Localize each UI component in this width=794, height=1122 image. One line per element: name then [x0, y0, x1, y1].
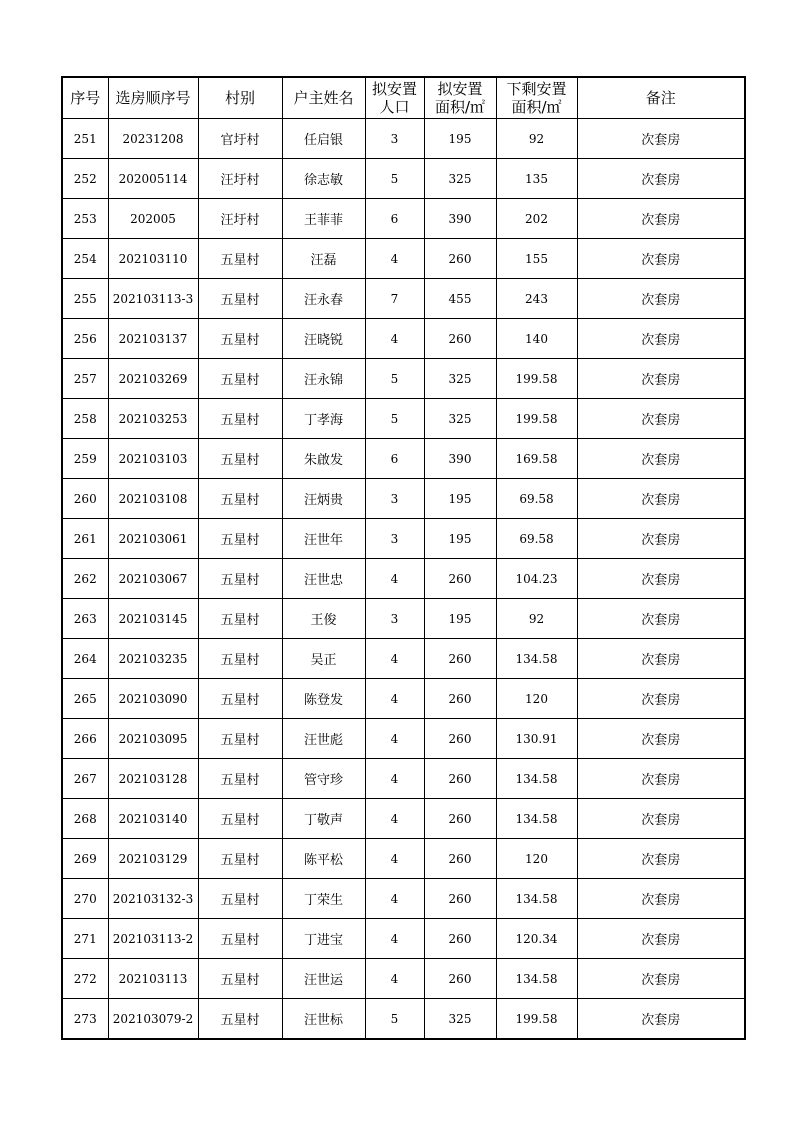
cell-seq: 252: [62, 159, 108, 199]
cell-order: 202103145: [108, 599, 198, 639]
cell-people: 3: [365, 519, 424, 559]
table-row: [62, 599, 745, 639]
cell-people: 5: [365, 159, 424, 199]
cell-seq: 272: [62, 959, 108, 999]
resettlement-table: [61, 76, 746, 1040]
cell-seq: 261: [62, 519, 108, 559]
cell-people: 4: [365, 719, 424, 759]
cell-people: 4: [365, 799, 424, 839]
cell-note: 次套房: [577, 159, 745, 199]
table-row: [62, 799, 745, 839]
cell-order: 202103128: [108, 759, 198, 799]
col-header-area-line1: 拟安置: [437, 80, 483, 98]
cell-area: 195: [424, 119, 496, 159]
cell-seq: 267: [62, 759, 108, 799]
cell-seq: 273: [62, 999, 108, 1040]
cell-order: 202005: [108, 199, 198, 239]
cell-people: 4: [365, 879, 424, 919]
cell-note: 次套房: [577, 319, 745, 359]
table-row: [62, 159, 745, 199]
cell-people: 4: [365, 919, 424, 959]
cell-area: 325: [424, 359, 496, 399]
cell-owner: 汪世运: [282, 959, 365, 999]
table-row: [62, 119, 745, 159]
cell-remain: 199.58: [496, 399, 577, 439]
cell-seq: 266: [62, 719, 108, 759]
cell-owner: 丁孝海: [282, 399, 365, 439]
col-header-village: 村别: [198, 77, 282, 119]
table-row: [62, 519, 745, 559]
cell-seq: 258: [62, 399, 108, 439]
cell-owner: 汪世彪: [282, 719, 365, 759]
table-row: [62, 199, 745, 239]
cell-village: 五星村: [198, 279, 282, 319]
cell-village: 五星村: [198, 479, 282, 519]
col-header-note: 备注: [577, 77, 745, 119]
cell-people: 4: [365, 239, 424, 279]
cell-note: 次套房: [577, 399, 745, 439]
cell-village: 五星村: [198, 519, 282, 559]
cell-village: 五星村: [198, 799, 282, 839]
cell-owner: 王俊: [282, 599, 365, 639]
cell-order: 202103132-3: [108, 879, 198, 919]
cell-people: 4: [365, 839, 424, 879]
cell-village: 五星村: [198, 719, 282, 759]
cell-village: 五星村: [198, 399, 282, 439]
cell-order: 202103140: [108, 799, 198, 839]
cell-note: 次套房: [577, 559, 745, 599]
col-header-seq: 序号: [62, 77, 108, 119]
cell-village: 官圩村: [198, 119, 282, 159]
cell-area: 260: [424, 919, 496, 959]
cell-owner: 汪晓锐: [282, 319, 365, 359]
cell-order: 202103235: [108, 639, 198, 679]
cell-people: 3: [365, 479, 424, 519]
cell-remain: 69.58: [496, 519, 577, 559]
cell-people: 6: [365, 199, 424, 239]
cell-order: 202103061: [108, 519, 198, 559]
cell-note: 次套房: [577, 279, 745, 319]
cell-village: 五星村: [198, 959, 282, 999]
table-row: [62, 319, 745, 359]
cell-order: 202103095: [108, 719, 198, 759]
cell-area: 195: [424, 479, 496, 519]
cell-order: 202103108: [108, 479, 198, 519]
cell-village: 五星村: [198, 639, 282, 679]
cell-owner: 管守珍: [282, 759, 365, 799]
cell-remain: 169.58: [496, 439, 577, 479]
cell-area: 195: [424, 519, 496, 559]
cell-owner: 陈平松: [282, 839, 365, 879]
cell-area: 260: [424, 679, 496, 719]
cell-remain: 134.58: [496, 639, 577, 679]
cell-remain: 140: [496, 319, 577, 359]
cell-people: 4: [365, 759, 424, 799]
table-row: [62, 439, 745, 479]
cell-village: 五星村: [198, 839, 282, 879]
table-row: [62, 839, 745, 879]
cell-note: 次套房: [577, 479, 745, 519]
col-header-people-line1: 拟安置: [371, 80, 417, 98]
cell-seq: 263: [62, 599, 108, 639]
cell-area: 260: [424, 719, 496, 759]
cell-area: 260: [424, 799, 496, 839]
table-row: [62, 639, 745, 679]
col-header-order: 选房顺序号: [108, 77, 198, 119]
cell-remain: 104.23: [496, 559, 577, 599]
cell-remain: 120: [496, 839, 577, 879]
cell-people: 4: [365, 679, 424, 719]
table-row: [62, 559, 745, 599]
cell-note: 次套房: [577, 359, 745, 399]
cell-seq: 260: [62, 479, 108, 519]
cell-area: 260: [424, 759, 496, 799]
cell-owner: 汪世标: [282, 999, 365, 1040]
cell-people: 5: [365, 999, 424, 1040]
cell-seq: 257: [62, 359, 108, 399]
cell-people: 3: [365, 119, 424, 159]
cell-order: 202005114: [108, 159, 198, 199]
cell-remain: 202: [496, 199, 577, 239]
cell-remain: 134.58: [496, 879, 577, 919]
cell-village: 五星村: [198, 679, 282, 719]
cell-area: 195: [424, 599, 496, 639]
cell-remain: 92: [496, 599, 577, 639]
cell-remain: 199.58: [496, 359, 577, 399]
header-row: [62, 77, 745, 119]
table-row: [62, 479, 745, 519]
table-row: [62, 759, 745, 799]
cell-people: 4: [365, 559, 424, 599]
cell-seq: 264: [62, 639, 108, 679]
cell-note: 次套房: [577, 919, 745, 959]
cell-village: 五星村: [198, 239, 282, 279]
cell-area: 325: [424, 399, 496, 439]
cell-owner: 朱啟发: [282, 439, 365, 479]
cell-order: 202103103: [108, 439, 198, 479]
col-header-area-line2: 面积/㎡: [434, 98, 486, 116]
cell-village: 五星村: [198, 359, 282, 399]
cell-owner: 汪永春: [282, 279, 365, 319]
cell-remain: 69.58: [496, 479, 577, 519]
cell-order: 202103067: [108, 559, 198, 599]
cell-owner: 汪世忠: [282, 559, 365, 599]
cell-village: 五星村: [198, 759, 282, 799]
cell-note: 次套房: [577, 639, 745, 679]
cell-note: 次套房: [577, 679, 745, 719]
table-row: [62, 679, 745, 719]
table-row: [62, 239, 745, 279]
cell-seq: 268: [62, 799, 108, 839]
cell-seq: 256: [62, 319, 108, 359]
cell-village: 汪圩村: [198, 159, 282, 199]
cell-remain: 134.58: [496, 959, 577, 999]
cell-area: 325: [424, 159, 496, 199]
cell-seq: 255: [62, 279, 108, 319]
cell-people: 3: [365, 599, 424, 639]
cell-seq: 254: [62, 239, 108, 279]
cell-village: 五星村: [198, 559, 282, 599]
cell-owner: 吴正: [282, 639, 365, 679]
cell-seq: 271: [62, 919, 108, 959]
table-row: [62, 359, 745, 399]
cell-remain: 155: [496, 239, 577, 279]
cell-area: 260: [424, 559, 496, 599]
cell-area: 260: [424, 639, 496, 679]
cell-owner: 徐志敏: [282, 159, 365, 199]
cell-remain: 243: [496, 279, 577, 319]
cell-seq: 265: [62, 679, 108, 719]
cell-area: 390: [424, 199, 496, 239]
cell-remain: 134.58: [496, 759, 577, 799]
cell-remain: 120: [496, 679, 577, 719]
col-header-remain-line1: 下剩安置: [506, 80, 567, 98]
cell-area: 325: [424, 999, 496, 1040]
cell-area: 260: [424, 879, 496, 919]
col-header-owner: 户主姓名: [282, 77, 365, 119]
cell-people: 4: [365, 639, 424, 679]
col-header-remain: [496, 77, 577, 119]
cell-order: 20231208: [108, 119, 198, 159]
cell-remain: 120.34: [496, 919, 577, 959]
cell-seq: 253: [62, 199, 108, 239]
cell-note: 次套房: [577, 959, 745, 999]
table-row: [62, 919, 745, 959]
cell-area: 390: [424, 439, 496, 479]
cell-order: 202103110: [108, 239, 198, 279]
cell-seq: 269: [62, 839, 108, 879]
cell-seq: 259: [62, 439, 108, 479]
cell-order: 202103129: [108, 839, 198, 879]
cell-remain: 199.58: [496, 999, 577, 1040]
col-header-people: [365, 77, 424, 119]
cell-village: 五星村: [198, 599, 282, 639]
table-row: [62, 999, 745, 1040]
cell-owner: 汪世年: [282, 519, 365, 559]
cell-order: 202103079-2: [108, 999, 198, 1040]
cell-owner: 丁荣生: [282, 879, 365, 919]
cell-note: 次套房: [577, 239, 745, 279]
cell-village: 五星村: [198, 879, 282, 919]
cell-note: 次套房: [577, 439, 745, 479]
cell-area: 260: [424, 839, 496, 879]
cell-owner: 丁进宝: [282, 919, 365, 959]
cell-note: 次套房: [577, 799, 745, 839]
col-header-people-line2: 人口: [379, 98, 410, 116]
cell-remain: 135: [496, 159, 577, 199]
cell-area: 455: [424, 279, 496, 319]
cell-order: 202103113-3: [108, 279, 198, 319]
cell-remain: 134.58: [496, 799, 577, 839]
cell-remain: 92: [496, 119, 577, 159]
cell-owner: 汪磊: [282, 239, 365, 279]
cell-owner: 任启银: [282, 119, 365, 159]
cell-village: 汪圩村: [198, 199, 282, 239]
cell-people: 5: [365, 359, 424, 399]
cell-seq: 262: [62, 559, 108, 599]
cell-note: 次套房: [577, 519, 745, 559]
table-row: [62, 879, 745, 919]
cell-order: 202103253: [108, 399, 198, 439]
cell-order: 202103113-2: [108, 919, 198, 959]
cell-note: 次套房: [577, 199, 745, 239]
table-row: [62, 959, 745, 999]
col-header-area: [424, 77, 496, 119]
cell-note: 次套房: [577, 719, 745, 759]
col-header-remain-line2: 面积/㎡: [511, 98, 562, 116]
cell-owner: 汪炳贵: [282, 479, 365, 519]
cell-village: 五星村: [198, 919, 282, 959]
cell-owner: 王菲菲: [282, 199, 365, 239]
cell-note: 次套房: [577, 839, 745, 879]
cell-area: 260: [424, 959, 496, 999]
cell-people: 4: [365, 319, 424, 359]
cell-owner: 陈登发: [282, 679, 365, 719]
cell-people: 7: [365, 279, 424, 319]
table-row: [62, 399, 745, 439]
cell-village: 五星村: [198, 439, 282, 479]
cell-seq: 270: [62, 879, 108, 919]
cell-order: 202103090: [108, 679, 198, 719]
cell-remain: 130.91: [496, 719, 577, 759]
table-row: [62, 719, 745, 759]
cell-seq: 251: [62, 119, 108, 159]
cell-village: 五星村: [198, 319, 282, 359]
cell-owner: 汪永锦: [282, 359, 365, 399]
table-body: [62, 119, 745, 1040]
cell-village: 五星村: [198, 999, 282, 1040]
cell-note: 次套房: [577, 759, 745, 799]
cell-area: 260: [424, 319, 496, 359]
table-row: [62, 279, 745, 319]
cell-people: 4: [365, 959, 424, 999]
cell-order: 202103113: [108, 959, 198, 999]
cell-area: 260: [424, 239, 496, 279]
cell-owner: 丁敬声: [282, 799, 365, 839]
cell-note: 次套房: [577, 599, 745, 639]
cell-order: 202103137: [108, 319, 198, 359]
cell-note: 次套房: [577, 879, 745, 919]
cell-order: 202103269: [108, 359, 198, 399]
cell-note: 次套房: [577, 999, 745, 1040]
cell-people: 5: [365, 399, 424, 439]
cell-note: 次套房: [577, 119, 745, 159]
cell-people: 6: [365, 439, 424, 479]
